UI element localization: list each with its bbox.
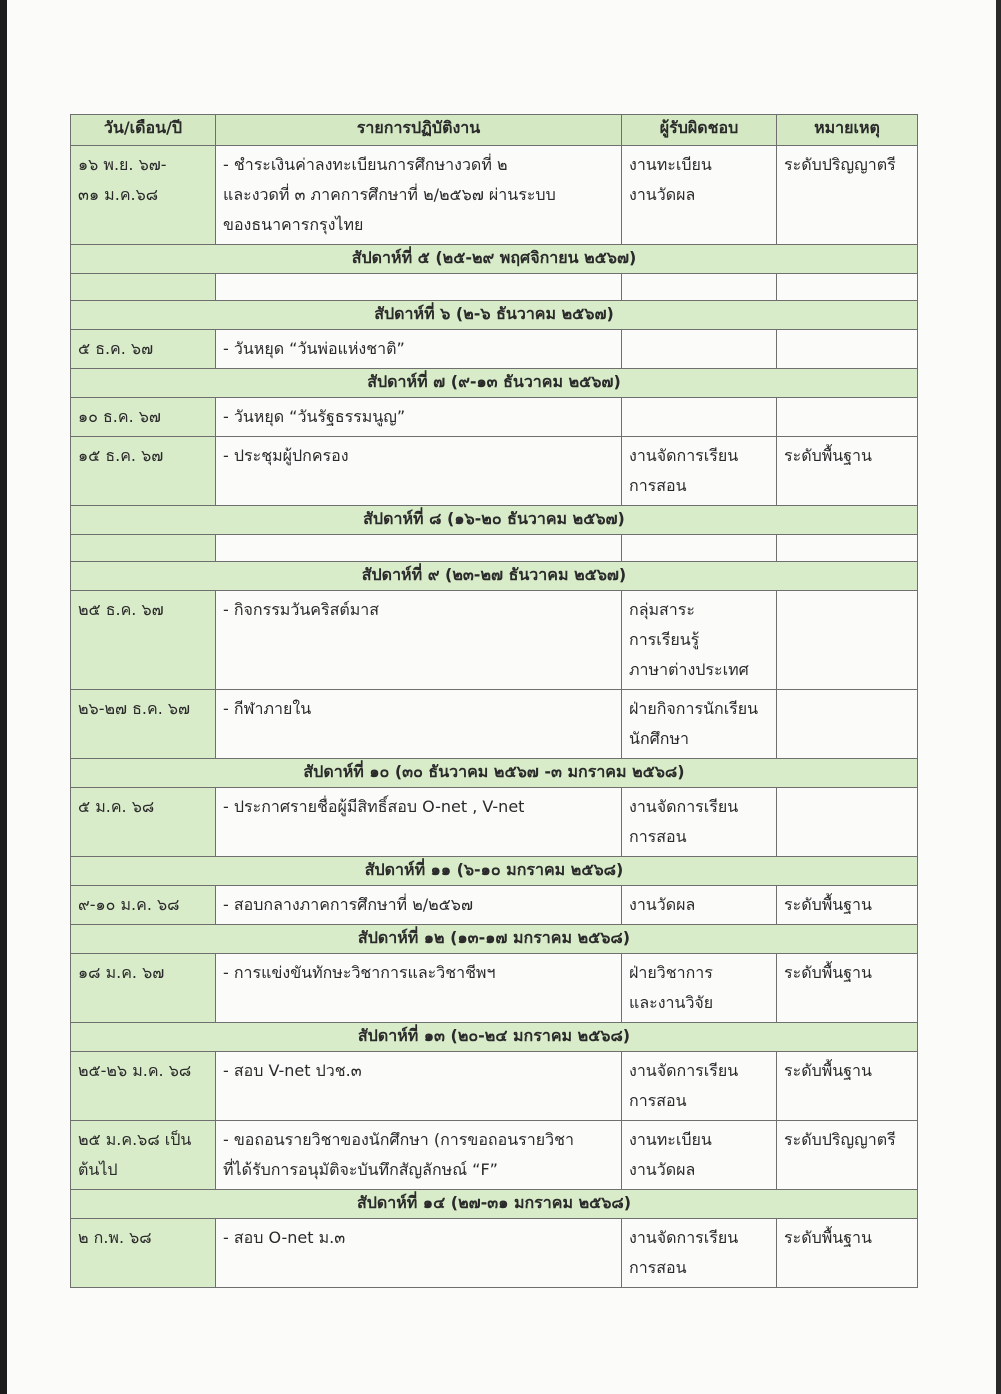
scan-edge-left <box>0 0 7 1394</box>
date-cell-line: ๒๖-๒๗ ธ.ค. ๖๗ <box>78 699 191 718</box>
remark-cell: ระดับพื้นฐาน <box>777 437 918 506</box>
week-title: สัปดาห์ที่ ๗ (๙-๑๓ ธันวาคม ๒๕๖๗) <box>71 369 918 398</box>
activity-cell-line: ที่ได้รับการอนุมัติจะบันทึกสัญลักษณ์ “F” <box>223 1160 498 1179</box>
header-row <box>71 115 918 146</box>
empty-row <box>71 535 918 562</box>
remark-cell: ระดับพื้นฐาน <box>777 886 918 925</box>
schedule-row <box>71 690 918 759</box>
responsible-cell <box>622 437 777 506</box>
responsible-cell <box>622 1052 777 1121</box>
responsible-cell <box>622 954 777 1023</box>
responsible-cell-line: ฝ่ายกิจการนักเรียน <box>629 699 759 718</box>
date-cell-line: ๑๘ ม.ค. ๖๗ <box>78 963 165 982</box>
responsible-cell-line: การสอน <box>629 1091 687 1110</box>
responsible-cell-line: งานวัดผล <box>629 895 696 914</box>
responsible-cell-line: และงานวิจัย <box>629 993 714 1012</box>
remark-cell: ระดับปริญญาตรี <box>777 1121 918 1190</box>
responsible-cell-line: งานจัดการเรียน <box>629 1228 739 1247</box>
activity-cell-line: - ประชุมผู้ปกครอง <box>223 446 349 465</box>
schedule-row <box>71 954 918 1023</box>
week-title: สัปดาห์ที่ ๑๐ (๓๐ ธันวาคม ๒๕๖๗ -๓ มกราคม ๒๕๖๘) <box>71 759 918 788</box>
responsible-cell-line: งานทะเบียน <box>629 1130 712 1149</box>
activity-cell <box>216 398 622 437</box>
week-title: สัปดาห์ที่ ๘ (๑๖-๒๐ ธันวาคม ๒๕๖๗) <box>71 506 918 535</box>
empty-cell <box>71 274 216 301</box>
remark-cell: ระดับปริญญาตรี <box>777 146 918 245</box>
responsible-cell-line: ภาษาต่างประเทศ <box>629 660 749 679</box>
empty-cell <box>71 535 216 562</box>
empty-row <box>71 274 918 301</box>
schedule-row <box>71 146 918 245</box>
remark-cell <box>777 398 918 437</box>
responsible-cell <box>622 591 777 690</box>
activity-cell <box>216 330 622 369</box>
activity-cell-line: - กีฬาภายใน <box>223 699 312 718</box>
date-cell <box>71 788 216 857</box>
activity-cell <box>216 788 622 857</box>
week-title: สัปดาห์ที่ ๕ (๒๕-๒๙ พฤศจิกายน ๒๕๖๗) <box>71 245 918 274</box>
responsible-cell <box>622 886 777 925</box>
responsible-cell-line: การสอน <box>629 476 687 495</box>
header-date: วัน/เดือน/ปี <box>71 115 216 146</box>
activity-cell-line: - วันหยุด “วันรัฐธรรมนูญ” <box>223 407 406 426</box>
empty-cell <box>622 274 777 301</box>
date-cell <box>71 330 216 369</box>
responsible-cell <box>622 690 777 759</box>
schedule-body <box>71 146 918 1288</box>
activity-cell <box>216 886 622 925</box>
week-title: สัปดาห์ที่ ๖ (๒-๖ ธันวาคม ๒๕๖๗) <box>71 301 918 330</box>
date-cell-line: ๑๐ ธ.ค. ๖๗ <box>78 407 161 426</box>
date-cell-line: ๑๖ พ.ย. ๖๗- <box>78 155 167 174</box>
date-cell <box>71 1121 216 1190</box>
activity-cell-line: - วันหยุด “วันพ่อแห่งชาติ” <box>223 339 405 358</box>
date-cell <box>71 954 216 1023</box>
responsible-cell-line: กลุ่มสาระ <box>629 600 695 619</box>
scan-edge-right <box>996 0 1001 1394</box>
remark-cell <box>777 330 918 369</box>
week-header-row <box>71 245 918 274</box>
week-header-row <box>71 562 918 591</box>
date-cell <box>71 591 216 690</box>
date-cell-line: ๒ ก.พ. ๖๘ <box>78 1228 152 1247</box>
responsible-cell <box>622 398 777 437</box>
schedule-row <box>71 1121 918 1190</box>
week-header-row <box>71 301 918 330</box>
week-header-row <box>71 1023 918 1052</box>
date-cell-line: ๙-๑๐ ม.ค. ๖๘ <box>78 895 180 914</box>
empty-cell <box>216 535 622 562</box>
date-cell-line: ๒๕-๒๖ ม.ค. ๖๘ <box>78 1061 192 1080</box>
date-cell-line: ๕ ธ.ค. ๖๗ <box>78 339 154 358</box>
activity-cell <box>216 1121 622 1190</box>
activity-cell <box>216 954 622 1023</box>
responsible-cell-line: นักศึกษา <box>629 729 689 748</box>
activity-cell <box>216 591 622 690</box>
activity-cell-line: - ขอถอนรายวิชาของนักศึกษา (การขอถอนรายวิชา <box>223 1130 574 1149</box>
activity-cell-line: - ประกาศรายชื่อผู้มีสิทธิ์สอบ O-net , V-net <box>223 797 525 816</box>
date-cell <box>71 146 216 245</box>
schedule-row <box>71 437 918 506</box>
responsible-cell <box>622 146 777 245</box>
responsible-cell <box>622 1121 777 1190</box>
responsible-cell-line: การสอน <box>629 1258 687 1277</box>
week-header-row <box>71 925 918 954</box>
week-title: สัปดาห์ที่ ๑๓ (๒๐-๒๔ มกราคม ๒๕๖๘) <box>71 1023 918 1052</box>
schedule-table <box>70 114 918 1288</box>
activity-cell-line: - ชำระเงินค่าลงทะเบียนการศึกษางวดที่ ๒ <box>223 155 508 174</box>
week-title: สัปดาห์ที่ ๑๔ (๒๗-๓๑ มกราคม ๒๕๖๘) <box>71 1190 918 1219</box>
responsible-cell <box>622 788 777 857</box>
date-cell <box>71 1052 216 1121</box>
date-cell <box>71 437 216 506</box>
week-header-row <box>71 1190 918 1219</box>
date-cell-line: ๒๕ ธ.ค. ๖๗ <box>78 600 164 619</box>
responsible-cell-line: งานจัดการเรียน <box>629 797 739 816</box>
remark-cell: ระดับพื้นฐาน <box>777 1052 918 1121</box>
week-header-row <box>71 506 918 535</box>
schedule-row <box>71 1052 918 1121</box>
date-cell <box>71 886 216 925</box>
schedule-row <box>71 398 918 437</box>
activity-cell-line: - สอบ O-net ม.๓ <box>223 1228 346 1247</box>
responsible-cell-line: งานวัดผล <box>629 1160 696 1179</box>
date-cell <box>71 398 216 437</box>
activity-cell-line: - สอบ V-net ปวช.๓ <box>223 1061 362 1080</box>
date-cell-line: ๓๑ ม.ค.๖๘ <box>78 185 159 204</box>
responsible-cell-line: งานจัดการเรียน <box>629 1061 739 1080</box>
date-cell-line: ๒๕ ม.ค.๖๘ เป็น <box>78 1130 192 1149</box>
responsible-cell-line: การเรียนรู้ <box>629 630 700 649</box>
week-title: สัปดาห์ที่ ๑๒ (๑๓-๑๗ มกราคม ๒๕๖๘) <box>71 925 918 954</box>
responsible-cell <box>622 330 777 369</box>
date-cell <box>71 1219 216 1288</box>
schedule-row <box>71 1219 918 1288</box>
remark-cell <box>777 591 918 690</box>
schedule-row <box>71 591 918 690</box>
activity-cell-line: - สอบกลางภาคการศึกษาที่ ๒/๒๕๖๗ <box>223 895 473 914</box>
activity-cell <box>216 690 622 759</box>
schedule-row <box>71 788 918 857</box>
week-header-row <box>71 759 918 788</box>
remark-cell: ระดับพื้นฐาน <box>777 954 918 1023</box>
remark-cell: ระดับพื้นฐาน <box>777 1219 918 1288</box>
week-header-row <box>71 369 918 398</box>
activity-cell-line: ของธนาคารกรุงไทย <box>223 215 364 234</box>
activity-cell-line: - กิจกรรมวันคริสต์มาส <box>223 600 380 619</box>
responsible-cell-line: ฝ่ายวิชาการ <box>629 963 713 982</box>
responsible-cell <box>622 1219 777 1288</box>
schedule-row <box>71 886 918 925</box>
schedule-row <box>71 330 918 369</box>
week-header-row <box>71 857 918 886</box>
empty-cell <box>622 535 777 562</box>
responsible-cell-line: การสอน <box>629 827 687 846</box>
activity-cell-line: และงวดที่ ๓ ภาคการศึกษาที่ ๒/๒๕๖๗ ผ่านระบบ <box>223 185 556 204</box>
date-cell-line: ๑๕ ธ.ค. ๖๗ <box>78 446 164 465</box>
responsible-cell-line: งานวัดผล <box>629 185 696 204</box>
week-title: สัปดาห์ที่ ๑๑ (๖-๑๐ มกราคม ๒๕๖๘) <box>71 857 918 886</box>
activity-cell-line: - การแข่งขันทักษะวิชาการและวิชาชีพฯ <box>223 963 496 982</box>
date-cell-line: ๕ ม.ค. ๖๘ <box>78 797 155 816</box>
activity-cell <box>216 437 622 506</box>
date-cell <box>71 690 216 759</box>
empty-cell <box>777 535 918 562</box>
activity-cell <box>216 1219 622 1288</box>
responsible-cell-line: งานจัดการเรียน <box>629 446 739 465</box>
week-title: สัปดาห์ที่ ๙ (๒๓-๒๗ ธันวาคม ๒๕๖๗) <box>71 562 918 591</box>
remark-cell <box>777 788 918 857</box>
empty-cell <box>777 274 918 301</box>
header-activity: รายการปฏิบัติงาน <box>216 115 622 146</box>
date-cell-line: ต้นไป <box>78 1160 118 1179</box>
remark-cell <box>777 690 918 759</box>
empty-cell <box>216 274 622 301</box>
responsible-cell-line: งานทะเบียน <box>629 155 712 174</box>
header-remark: หมายเหตุ <box>777 115 918 146</box>
activity-cell <box>216 146 622 245</box>
header-responsible: ผู้รับผิดชอบ <box>622 115 777 146</box>
activity-cell <box>216 1052 622 1121</box>
